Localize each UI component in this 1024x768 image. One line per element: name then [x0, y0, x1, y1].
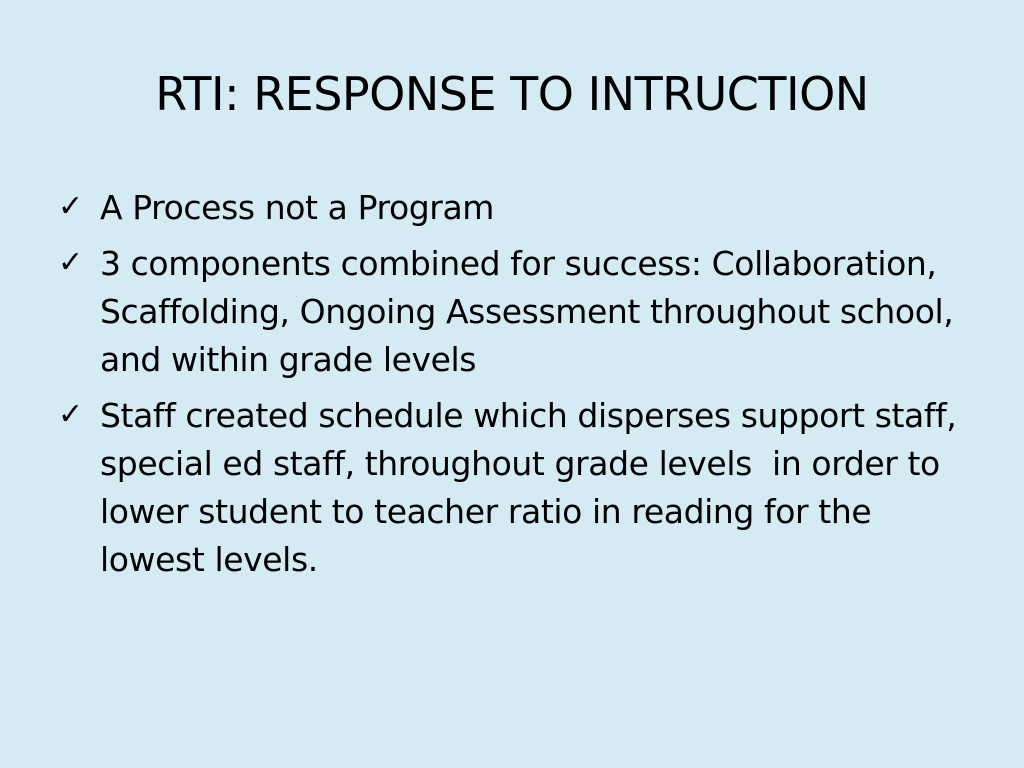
bullet-text: A Process not a Program — [100, 188, 495, 227]
check-icon: ✓ — [58, 189, 84, 224]
bullet-item — [58, 184, 958, 232]
bullet-text: Staff created schedule which disperses support staff, special ed staff, throughout grade levels in order to lower student to teacher ratio in reading for the lowest levels. — [100, 396, 967, 579]
slide-title: RTI: RESPONSE TO INTRUCTION — [155, 67, 869, 121]
check-icon: ✓ — [58, 397, 84, 432]
check-icon: ✓ — [58, 245, 84, 280]
bullet-list — [58, 184, 967, 592]
bullet-text: 3 components combined for success: Collaboration, Scaffolding, Ongoing Assessment throughout school, and within grade levels — [100, 244, 964, 379]
bullet-item — [58, 240, 964, 384]
bullet-item — [58, 392, 967, 584]
